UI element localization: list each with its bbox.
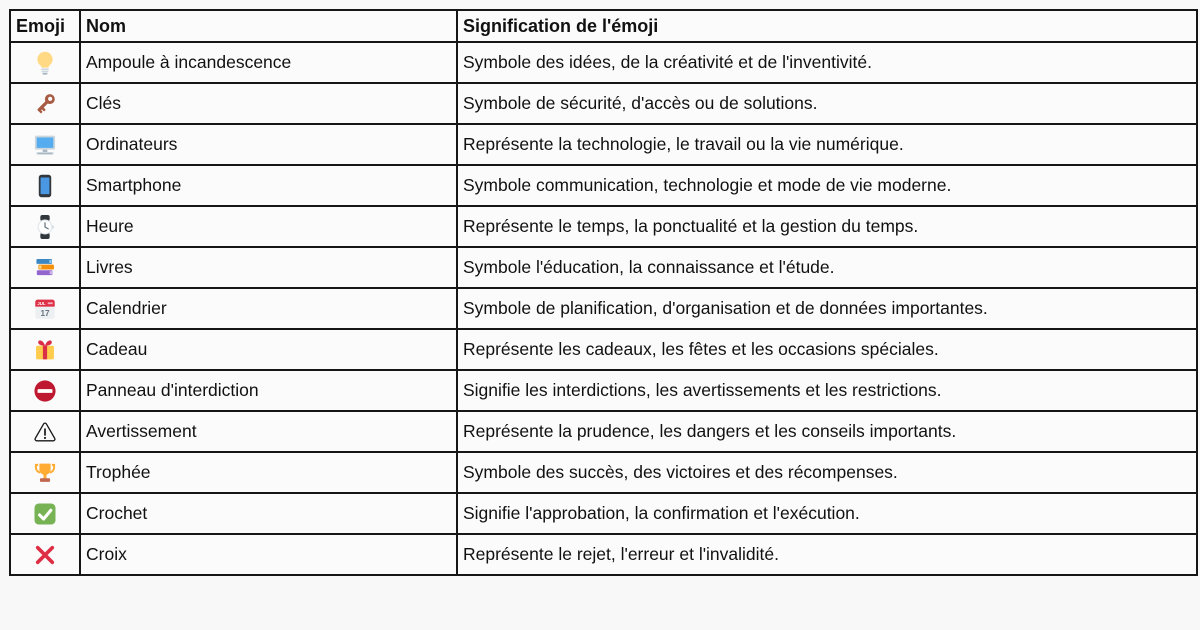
emoji-cell: [10, 288, 80, 329]
warning-icon: [31, 418, 59, 446]
table-row: [10, 493, 1197, 534]
signification-cell: Symbole l'éducation, la connaissance et l'étude.: [457, 247, 1197, 288]
table-row: [10, 452, 1197, 493]
nom-cell: Smartphone: [80, 165, 457, 206]
gift-icon: [31, 336, 59, 364]
emoji-cell: [10, 411, 80, 452]
nom-cell: Livres: [80, 247, 457, 288]
trophy-icon: [31, 459, 59, 487]
table-row: [10, 329, 1197, 370]
signification-cell: Représente la technologie, le travail ou la vie numérique.: [457, 124, 1197, 165]
table-row: [10, 411, 1197, 452]
header-nom: Nom: [80, 10, 457, 42]
nom-cell: Heure: [80, 206, 457, 247]
table-row: [10, 42, 1197, 83]
signification-cell: Symbole de planification, d'organisation et de données importantes.: [457, 288, 1197, 329]
emoji-cell: [10, 452, 80, 493]
nom-cell: Ampoule à incandescence: [80, 42, 457, 83]
emoji-cell: [10, 247, 80, 288]
table-row: [10, 124, 1197, 165]
table-row: [10, 83, 1197, 124]
svg-text:JUL: JUL: [37, 300, 46, 306]
nom-cell: Trophée: [80, 452, 457, 493]
check-mark-button-icon: [31, 500, 59, 528]
watch-icon: [31, 213, 59, 241]
emoji-cell: [10, 534, 80, 575]
table-row: [10, 534, 1197, 575]
nom-cell: Ordinateurs: [80, 124, 457, 165]
svg-text:17: 17: [40, 308, 50, 318]
header-row: [10, 10, 1197, 42]
signification-cell: Signifie l'approbation, la confirmation et l'exécution.: [457, 493, 1197, 534]
signification-cell: Représente les cadeaux, les fêtes et les occasions spéciales.: [457, 329, 1197, 370]
key-icon: [31, 90, 59, 118]
emoji-cell: [10, 206, 80, 247]
emoji-cell: [10, 42, 80, 83]
signification-cell: Représente le rejet, l'erreur et l'invalidité.: [457, 534, 1197, 575]
nom-cell: Panneau d'interdiction: [80, 370, 457, 411]
header-signification: Signification de l'émoji: [457, 10, 1197, 42]
signification-cell: Représente la prudence, les dangers et les conseils importants.: [457, 411, 1197, 452]
nom-cell: Clés: [80, 83, 457, 124]
table-row: [10, 247, 1197, 288]
table-row: [10, 370, 1197, 411]
smartphone-icon: [31, 172, 59, 200]
emoji-cell: [10, 124, 80, 165]
emoji-meaning-table: [9, 9, 1198, 576]
light-bulb-icon: [31, 49, 59, 77]
signification-cell: Symbole des succès, des victoires et des récompenses.: [457, 452, 1197, 493]
signification-cell: Signifie les interdictions, les avertissements et les restrictions.: [457, 370, 1197, 411]
table-row: [10, 288, 1197, 329]
emoji-cell: [10, 493, 80, 534]
emoji-cell: [10, 370, 80, 411]
header-emoji: Emoji: [10, 10, 80, 42]
cross-mark-icon: [31, 541, 59, 569]
signification-cell: Symbole de sécurité, d'accès ou de solutions.: [457, 83, 1197, 124]
table-row: [10, 165, 1197, 206]
emoji-cell: [10, 329, 80, 370]
books-icon: [31, 254, 59, 282]
table-row: [10, 206, 1197, 247]
emoji-cell: [10, 165, 80, 206]
nom-cell: Cadeau: [80, 329, 457, 370]
calendar-icon: [31, 295, 59, 323]
nom-cell: Avertissement: [80, 411, 457, 452]
emoji-cell: [10, 83, 80, 124]
nom-cell: Calendrier: [80, 288, 457, 329]
desktop-computer-icon: [31, 131, 59, 159]
signification-cell: Symbole communication, technologie et mode de vie moderne.: [457, 165, 1197, 206]
nom-cell: Croix: [80, 534, 457, 575]
signification-cell: Représente le temps, la ponctualité et la gestion du temps.: [457, 206, 1197, 247]
nom-cell: Crochet: [80, 493, 457, 534]
table-body: [10, 42, 1197, 575]
no-entry-icon: [31, 377, 59, 405]
signification-cell: Symbole des idées, de la créativité et de l'inventivité.: [457, 42, 1197, 83]
